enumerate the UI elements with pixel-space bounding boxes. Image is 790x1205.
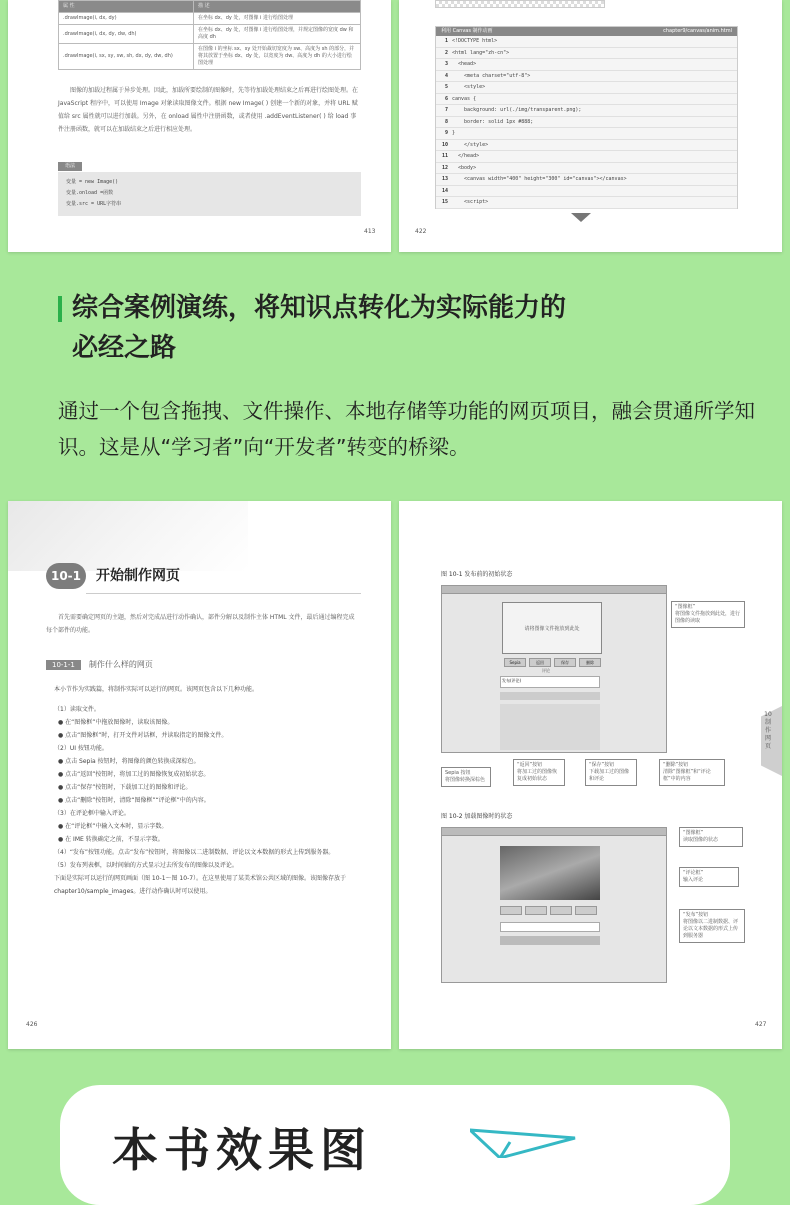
annotation: Sepia 按钮 将图像转换深棕色 (441, 767, 491, 787)
code-line (436, 71, 737, 83)
figure-2-browser (441, 827, 667, 983)
annotation: “返回”按钮 将加工过的图像恢复成初始状态 (513, 759, 565, 786)
chapter-number-badge: 10-1 (46, 563, 86, 589)
list-item: ● 在“评论框”中输入文本时，显示字数。 (58, 823, 168, 830)
line-number: 1 (444, 38, 448, 44)
loaded-image (500, 846, 600, 900)
code-text: canvas { (452, 95, 477, 102)
section-title: 制作什么样的网页 (88, 660, 153, 669)
paper-plane-icon (470, 1128, 580, 1158)
list-item: ● 点击“返回”按钮时，将加工过的图像恢复成初始状态。 (58, 771, 210, 778)
button-row (500, 906, 597, 915)
code-text: <style> (452, 84, 486, 90)
headline-line: 必经之路 (72, 333, 177, 363)
body-paragraph: 图像的加载过程属于异步处理。因此，加载所要绘制的图像时，先等待加载处理结束之后再进行绘图处理。在 JavaScript 程序中，可以使用 Image 对象读取图像文件。根据 new Image( ) 创建一个新的对象，并将 URL 赋值给 src 属性就可以进行加载。另外，在 onload 属性中注册函数，或者使用 .addEventListener( ) 给 load 事件注册函数，就可以在加载结束之后进行相应处理。 (58, 87, 359, 133)
book-page-427 (399, 501, 782, 1049)
syntax-box (58, 172, 361, 216)
divider (86, 593, 361, 594)
feature-list (54, 703, 354, 898)
line-number: 14 (441, 187, 448, 194)
line-number: 9 (444, 130, 448, 136)
code-text: background: url(./img/transparent.png); (452, 107, 582, 113)
code-title: 利用 Canvas 制作动画 (441, 28, 493, 34)
code-line (436, 36, 737, 48)
syntax-line: 变量 = new Image() (66, 179, 119, 185)
sepia-button: Sepia (504, 658, 526, 667)
code-text: } (452, 130, 456, 136)
annotation: “图像框” 读取图像的状态 (679, 827, 743, 847)
geometric-decoration (8, 501, 248, 571)
code-line (436, 82, 737, 94)
post-list (500, 704, 600, 750)
code-header (436, 27, 737, 36)
code-text: </head> (452, 153, 480, 159)
code-text: </style> (452, 141, 489, 148)
code-listing (435, 26, 738, 209)
side-tab-label: 10 制作网页 (764, 711, 772, 750)
list-item: （1）读取文件。 (54, 706, 100, 713)
chapter-intro: 首先需要确定网页的主题，然后对完成品进行动作确认，部件分解以及制作主体 HTML 文件，最后通过编程完成每个部件的功能。 (46, 614, 355, 634)
page-number: 427 (755, 1021, 767, 1028)
code-text: <html lang="zh-cn"> (452, 49, 510, 56)
post-button (500, 936, 600, 945)
annotation-image-box: “图像框” 将图像文件拖放到此处，进行图像的读取 (671, 601, 745, 628)
line-number: 4 (444, 72, 448, 79)
table-row (59, 13, 361, 25)
headline-line: 综合案例演练，将知识点转化为实际能力的 (72, 293, 567, 323)
annotation: “发布”按钮 将图像以二进制数据、评论以文本数据的形式上传到服务器 (679, 909, 745, 943)
line-number: 8 (444, 118, 448, 125)
line-number: 12 (441, 164, 448, 171)
image-dropzone: 请将图像文件拖放到此处 (502, 602, 602, 654)
line-number: 6 (444, 95, 448, 102)
button-row (504, 658, 601, 667)
code-line (436, 197, 737, 209)
line-number: 13 (441, 176, 448, 182)
list-item: ● 在 IME 转换确定之前，不显示字数。 (58, 836, 164, 843)
transparent-pattern (435, 0, 605, 8)
line-number: 11 (441, 153, 448, 159)
list-item: （3）在评论框中输入评论。 (54, 810, 130, 817)
table-header-cell: 属 性 (59, 1, 194, 13)
list-item: ● 点击“删除”按钮时，清除“图像框”“评论框”中的内容。 (58, 797, 210, 804)
code-line (436, 151, 737, 163)
comment-box: 发布(评论) (500, 676, 600, 688)
code-text: <canvas width="400" height="300" id="canvas"></canvas> (452, 176, 627, 182)
drawimage-table (58, 0, 361, 70)
table-row (59, 44, 361, 70)
description: 通过一个包含拖拽、文件操作、本地存储等功能的网页项目，融会贯通所学知识。这是从“学习者”向“开发者”转变的桥梁。 (58, 399, 755, 459)
line-number: 3 (444, 61, 448, 67)
headline-accent-bar (58, 296, 62, 322)
browser-toolbar (442, 586, 666, 594)
table-cell: .drawImage(i, sx, sy, sw, sh, dx, dy, dw, dh) (59, 44, 194, 70)
book-page-426 (8, 501, 391, 1049)
list-item: （4）“发布”按钮功能。点击“发布”按钮时，将图像以二进制数据、评论以文本数据的形式上传到服务器。 (54, 849, 335, 856)
line-number: 2 (444, 49, 448, 56)
line-number: 10 (441, 141, 448, 148)
list-item: ● 点击 Sepia 按钮时，将图像的颜色转换成深棕色。 (58, 758, 200, 765)
code-text: <!DOCTYPE html> (452, 38, 498, 44)
list-item: ● 在“图像框”中拖放图像时，读取该图像。 (58, 719, 174, 726)
list-item: （5）发布列表框，以时间轴的方式显示过去所发布的图像以及评论。 (54, 862, 238, 869)
delete-button: 删除 (579, 658, 601, 667)
down-arrow-icon (571, 213, 591, 222)
save-button: 保存 (554, 658, 576, 667)
code-line (436, 140, 737, 152)
table-header-cell: 描 述 (194, 1, 361, 13)
code-text: <script> (452, 199, 489, 205)
code-line (436, 48, 737, 60)
line-number: 7 (444, 107, 448, 113)
back-button: 返回 (529, 658, 551, 667)
code-line (436, 174, 737, 186)
list-item: 下面是实际可以运行的网页画面（图 10-1～图 10-7）。在这里使用了某美术馆公共区域的图像。该图像存放于 chapter10/sample_images。进行动作确认时可以使用。 (54, 875, 347, 895)
code-lines (436, 36, 737, 209)
headline (72, 288, 712, 368)
figure-title: 图 10-1 发布前的初始状态 (441, 571, 513, 578)
code-line (436, 105, 737, 117)
list-item: （2）UI 按钮功能。 (54, 745, 108, 752)
table-cell: .drawImage(i, dx, dy) (59, 13, 194, 25)
table-cell: 在图像 i 的坐标 sx、sy 处开始裁切宽度为 sw、高度为 sh 的部分，并将其放置于坐标 dx、dy 处，以宽度为 dw、高度为 dh 的大小进行绘图处理 (194, 44, 361, 70)
book-page-422 (399, 0, 782, 252)
code-path: chapter9/canvas/anim.html (663, 28, 732, 34)
code-line (436, 59, 737, 71)
comment-box (500, 922, 600, 932)
post-button (500, 692, 600, 700)
code-line (436, 94, 737, 106)
code-line (436, 128, 737, 140)
syntax-label: 语法 (58, 162, 82, 171)
code-text: <head> (452, 61, 477, 67)
comment-label: 评论 (542, 668, 550, 673)
code-text: border: solid 1px #888; (452, 118, 534, 125)
list-item: ● 点击“保存”按钮时，下载加工过的图像和评论。 (58, 784, 192, 791)
page-number: 426 (26, 1021, 38, 1028)
table-cell: .drawImage(i, dx, dy, dw, dh) (59, 25, 194, 44)
code-line (436, 163, 737, 175)
syntax-line: 变量.src = URL字符串 (66, 201, 122, 207)
figure-title: 图 10-2 加载图像时的状态 (441, 813, 513, 820)
annotation: “删除”按钮 清除“图像框”和“评论框”中的内容 (659, 759, 725, 786)
line-number: 5 (444, 84, 448, 90)
browser-toolbar (442, 828, 666, 836)
list-item: ● 点击“图像框”时，打开文件对话框，并读取指定的图像文件。 (58, 732, 228, 739)
code-line (436, 186, 737, 198)
code-line (436, 117, 737, 129)
code-text: <meta charset="utf-8"> (452, 72, 531, 79)
page-number: 422 (415, 228, 427, 235)
table-cell: 在坐标 dx、dy 处，对图像 i 进行绘图处理，并规定图像的宽度 dw 和高度 dh (194, 25, 361, 44)
bottom-title: 本书效果图 (112, 1123, 372, 1177)
table-row (59, 25, 361, 44)
annotation: “保存”按钮 下载加工过的图像和评论 (585, 759, 637, 786)
table-cell: 在坐标 dx、dy 处，对图像 i 进行绘图处理 (194, 13, 361, 25)
line-number: 15 (441, 199, 448, 205)
section-number: 10-1-1 (46, 660, 81, 670)
section-intro: 本小节作为实践篇，将制作实际可以运行的网页。该网页包含以下几种功能。 (54, 686, 259, 693)
code-text: <body> (452, 164, 477, 171)
page-number: 413 (364, 228, 376, 235)
section-heading (46, 659, 153, 670)
chapter-title: 开始制作网页 (96, 568, 180, 584)
annotation: “评论框” 输入评论 (679, 867, 739, 887)
figure-1-browser (441, 585, 667, 753)
book-page-413 (8, 0, 391, 252)
syntax-line: 变量.onload =函数 (66, 190, 114, 196)
